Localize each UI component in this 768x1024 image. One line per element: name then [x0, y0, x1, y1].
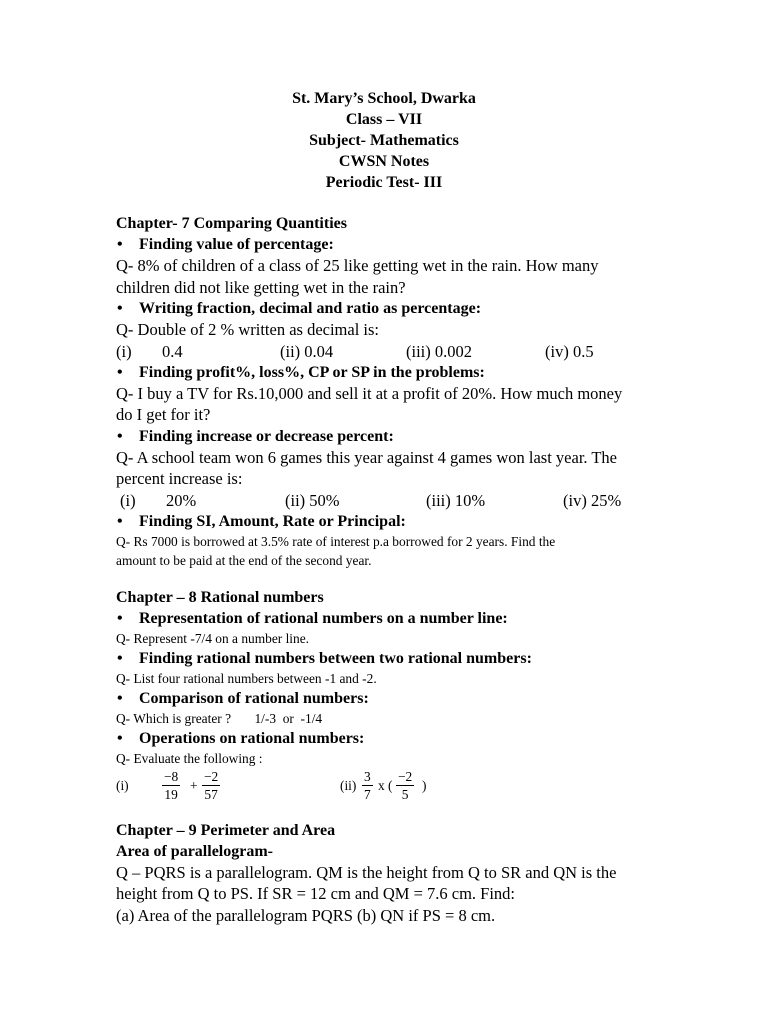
topic-bullet: • Representation of rational numbers on a number line:: [116, 608, 676, 629]
chapter-9-title: Chapter – 9 Perimeter and Area: [116, 821, 336, 839]
options-row: [116, 341, 676, 362]
option: (iv) 0.5: [545, 341, 594, 361]
denominator: 5: [401, 786, 409, 802]
topic-bullet: • Finding increase or decrease percent:: [116, 426, 676, 447]
option-label: (i): [116, 341, 132, 361]
option: (ii) 0.04: [280, 341, 334, 361]
expression-label: (i): [116, 777, 129, 793]
chapter-7-title: Chapter- 7 Comparing Quantities: [116, 215, 347, 232]
document-body: [116, 213, 676, 926]
question-text: amount to be paid at the end of the second year.: [116, 552, 372, 568]
operator: x (: [378, 777, 393, 793]
options-row: [116, 490, 676, 511]
option: 0.4: [162, 341, 183, 361]
operator: +: [190, 777, 198, 793]
topic-bullet: • Writing fraction, decimal and ratio as percentage:: [116, 298, 676, 319]
topic-bullet: • Finding value of percentage:: [116, 234, 676, 255]
expression-label: (ii): [340, 777, 357, 793]
numerator: −2: [204, 768, 219, 784]
subject-label: Subject- Mathematics: [309, 132, 459, 149]
topic-bullet: • Operations on rational numbers:: [116, 728, 676, 749]
spacer: [116, 808, 676, 820]
option: 20%: [166, 490, 197, 510]
fraction: [202, 768, 220, 803]
option: (ii) 50%: [285, 490, 340, 510]
option: (iii) 0.002: [406, 341, 472, 361]
question-text: Q- A school team won 6 games this year against 4 games won last year. The: [116, 447, 618, 467]
numerator: −2: [398, 768, 413, 784]
question-text: height from Q to PS. If SR = 12 cm and QM = 7.6 cm. Find:: [116, 884, 516, 903]
question-text: Q- 8% of children of a class of 25 like getting wet in the rain. How many: [116, 256, 599, 275]
question-text: percent increase is:: [116, 469, 243, 488]
question-text: (a) Area of the parallelogram PQRS (b) QN if PS = 8 cm.: [116, 905, 496, 925]
option: (iii) 10%: [426, 490, 486, 510]
question-text: Q- Rs 7000 is borrowed at 3.5% rate of interest p.a borrowed for 2 years. Find the: [116, 533, 556, 549]
topic-bullet: • Finding SI, Amount, Rate or Principal:: [116, 511, 676, 532]
topic-bullet: • Comparison of rational numbers:: [116, 688, 676, 709]
numerator: −8: [164, 768, 179, 784]
question-text: Q – PQRS is a parallelogram. QM is the height from Q to SR and QN is the: [116, 862, 617, 882]
question-text: do I get for it?: [116, 405, 211, 424]
question-text: Q- List four rational numbers between -1 and -2.: [116, 670, 377, 686]
denominator: 19: [164, 786, 178, 802]
closing-paren: ): [422, 777, 427, 793]
test-label: Periodic Test- III: [325, 174, 443, 191]
question-text: Q- Evaluate the following :: [116, 750, 263, 766]
spacer: [116, 570, 676, 587]
topic-bullet: • Finding profit%, loss%, CP or SP in the problems:: [116, 362, 676, 383]
question-text: children did not like getting wet in the rain?: [116, 277, 406, 297]
topic-bullet: • Finding rational numbers between two rational numbers:: [116, 648, 676, 669]
fraction: [396, 768, 414, 803]
question-text: Q- I buy a TV for Rs.10,000 and sell it at a profit of 20%. How much money: [116, 383, 623, 403]
denominator: 57: [204, 786, 218, 802]
question-text: Q- Double of 2 % written as decimal is:: [116, 320, 380, 339]
fraction: [362, 768, 373, 803]
document-header: [0, 88, 768, 193]
notes-label: CWSN Notes: [338, 153, 430, 170]
question-text: Q- Represent -7/4 on a number line.: [116, 630, 309, 646]
class-label: Class – VII: [345, 111, 423, 128]
question-text: Q- Which is greater ? 1/-3 or -1/4: [116, 710, 323, 726]
chapter-9-subtitle: Area of parallelogram-: [116, 842, 273, 860]
school-name: St. Mary’s School, Dwarka: [292, 90, 476, 107]
option-label: (i): [120, 490, 136, 510]
denominator: 7: [364, 786, 371, 802]
fraction: [162, 768, 180, 803]
chapter-8-title: Chapter – 8 Rational numbers: [116, 588, 324, 606]
expression-row: [116, 768, 676, 808]
option: (iv) 25%: [563, 490, 622, 510]
numerator: 3: [364, 768, 371, 784]
